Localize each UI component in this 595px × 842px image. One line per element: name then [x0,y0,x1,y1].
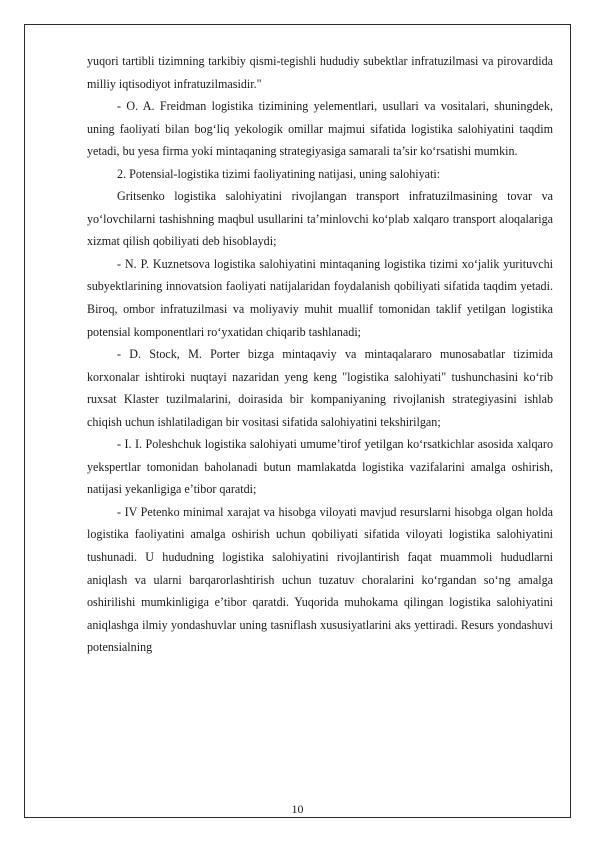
paragraph-3: 2. Potensial-logistika tizimi faoliyatining natijasi, uning salohiyati: [117,166,441,181]
paragraph-1: yuqori tartibli tizimning tarkibiy qismi-tegishli hududiy subektlar infratuzilmasi va pirovardida milliy iqtisodiyot infratuzilmasidir." [87,54,553,91]
paragraph-6: - D. Stock, M. Porter bizga mintaqaviy va mintaqalararo munosabatlar tizimida korxonalar ishtiroki nuqtayi nazaridan yeng keng "logistika salohiyati" tushunchasini ko‘rib ruxsat Klaster tuzilmalarini, doirasida bir kompaniyaning rivojlanish strategiyasini ishlab chiqish uchun ishlatiladigan bir vositasi sifatida salohiyatini tekshirilgan; [87,347,553,429]
document-body [87,50,553,659]
paragraph-4: Gritsenko logistika salohiyatini rivojlangan transport infratuzilmasining tovar va yo‘lovchilarni tashishning maqbul usullarini ta’minlovchi ko‘plab xalqaro transport aloqalariga xizmat qilish qobiliyati deb hisoblaydi; [87,189,553,249]
paragraph-8: - IV Petenko minimal xarajat va hisobga viloyati mavjud resurslarni hisobga olgan holda logistika faoliyatini amalga oshirish uchun qobiliyati sifatida viloyati logistika salohiyatini tushunadi. U hududning logistika salohiyatini rivojlantirish faqat muammoli hududlarni aniqlash va ularni barqarorlashtirish uchun tuzatuv choralarini ko‘rgandan so‘ng amalga oshirilishi mumkinligiga e’tibor qaratdi. Yuqorida muhokama qilingan logistika salohiyatini aniqlashga ilmiy yondashuvlar uning tasniflash xususiyatlarini aks yettiradi. Resurs yondashuvi potensialning [87,504,553,655]
page-number: 10 [291,802,304,816]
paragraph-7: - I. I. Poleshchuk logistika salohiyati umume’tirof yetilgan ko‘rsatkichlar asosida xalqaro yekspertlar tomonidan baholanadi butun mamlakatda logistika vazifalarini amalga oshirish, natijasi yekanligiga e’tibor qaratdi; [87,437,553,497]
paragraph-5: - N. P. Kuznetsova logistika salohiyatini mintaqaning logistika tizimi xo‘jalik yurituvchi subyektlarining innovatsion faoliyati natijalaridan foydalanish qobiliyati sifatida taqdim yetadi. Biroq, ombor infratuzilmasi va moliyaviy muhit muallif tomonidan taklif yetilgan logistika potensial komponentlari ro‘yxatidan chiqarib tashlanadi; [87,256,553,339]
paragraph-2: - O. A. Freidman logistika tizimining yelementlari, usullari va vositalari, shuningdek, uning faoliyati bilan bog‘liq yekologik omillar majmui sifatida logistika salohiyatini taqdim yetadi, bu yesa firma yoki mintaqaning strategiyasiga samarali ta’sir ko‘rsatishi mumkin. [87,99,553,159]
